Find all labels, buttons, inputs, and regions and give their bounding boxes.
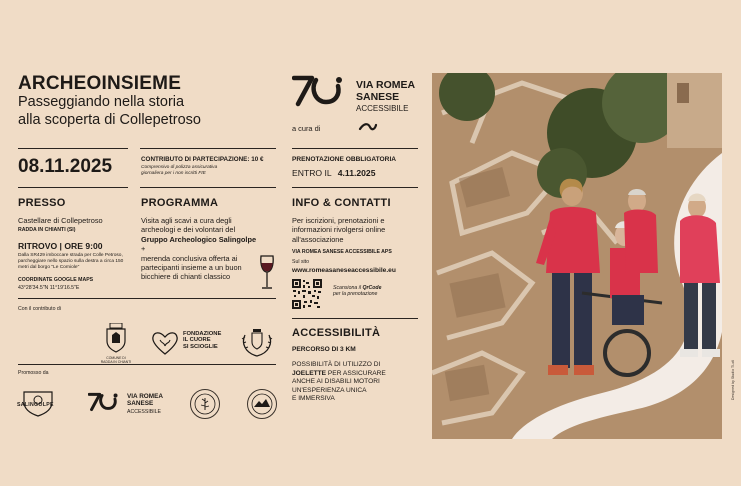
booking-deadline bbox=[292, 168, 375, 178]
note-line: giornaliera per i non iscritti FIE bbox=[141, 170, 206, 176]
contribution-label: CONTRIBUTO DI PARTECIPAZIONE: 10 € bbox=[141, 156, 264, 163]
vrs-small-tagline: ACCESSIBILE bbox=[127, 409, 162, 415]
contribution-note bbox=[141, 165, 217, 177]
association-name: VIA ROMEA SANESE ACCESSIBILE APS bbox=[292, 249, 392, 255]
divider bbox=[292, 187, 418, 188]
brand-tagline: ACCESSIBILE bbox=[356, 104, 409, 113]
text-line: UN'ESPERIENZA UNICA bbox=[292, 386, 367, 394]
event-title: ARCHEOINSIEME bbox=[18, 73, 182, 94]
landscape-seal-icon bbox=[247, 389, 277, 419]
info-heading: INFO & CONTATTI bbox=[292, 197, 391, 209]
divider bbox=[18, 187, 128, 188]
coords-value: 43°28'34.5"N 11°19'16.5"E bbox=[18, 285, 80, 291]
event-date: 08.11.2025 bbox=[18, 156, 113, 177]
plus-sign: + bbox=[141, 244, 146, 254]
wreath-crest-icon bbox=[239, 327, 275, 359]
presso-place: Castellare di Collepetroso bbox=[18, 216, 103, 225]
vrs-logo-icon bbox=[292, 74, 350, 108]
programma-text bbox=[141, 216, 261, 282]
vrs-line: VIA ROMEA bbox=[127, 393, 163, 400]
text-line: PER ASSICURARE bbox=[326, 369, 386, 377]
booking-label: PRENOTAZIONE OBBLIGATORIA bbox=[292, 156, 397, 163]
brand-line: VIA ROMEA bbox=[356, 79, 416, 91]
qr-code-icon[interactable] bbox=[292, 279, 322, 309]
meeting-time: RITROVO | ORE 9:00 bbox=[18, 241, 103, 251]
text-line: Per iscrizioni, prenotazioni e bbox=[292, 216, 385, 225]
coords-label: COORDINATE GOOGLE MAPS bbox=[18, 277, 94, 283]
note-line: parcheggiare nello spazio sulla destra a circa 150 bbox=[18, 258, 124, 264]
info-text bbox=[292, 216, 420, 244]
meeting-note bbox=[18, 253, 133, 270]
programma-heading: PROGRAMMA bbox=[141, 197, 219, 209]
qr-caption-bold: QrCode bbox=[362, 285, 382, 291]
text-line: all'associazione bbox=[292, 234, 344, 244]
fondazione-line: SI SCIOGLIE bbox=[183, 343, 218, 350]
accessibility-text bbox=[292, 361, 422, 404]
text-line: bicchiere di chianti classico bbox=[141, 272, 231, 282]
site-label: Sul sito bbox=[292, 259, 310, 265]
fondazione-name bbox=[183, 331, 221, 350]
joelette-label: JOELETTE bbox=[292, 369, 327, 377]
text-line: informazioni rivolgersi online bbox=[292, 225, 386, 235]
qr-caption bbox=[333, 285, 381, 298]
promoter-label: Promosso da bbox=[18, 370, 49, 376]
a-cura-di-label: a cura di bbox=[292, 124, 321, 133]
deadline-prefix: ENTRO IL bbox=[292, 168, 332, 178]
divider bbox=[140, 148, 276, 149]
text-line: archeologi e dei volontari del bbox=[141, 225, 236, 235]
vrs-small-logo-icon bbox=[88, 391, 122, 413]
note-line: Dalla SR429 imboccare strada per Colle Petroso, bbox=[18, 253, 123, 258]
divider bbox=[292, 148, 418, 149]
divider bbox=[140, 187, 276, 188]
brand-line: SANESE bbox=[356, 90, 400, 103]
text-line: merenda conclusiva offerta ai bbox=[141, 253, 238, 263]
note-line: metri dal borgo "Le Corniole" bbox=[18, 264, 80, 270]
route-distance: PERCORSO DI 3 KM bbox=[292, 346, 356, 353]
tree-seal-icon bbox=[190, 389, 220, 419]
comune-crest-icon bbox=[104, 323, 128, 359]
brand-name bbox=[356, 80, 415, 103]
text-line: POSSIBILITÀ DI UTILIZZO DI bbox=[292, 361, 381, 368]
deadline-date: 4.11.2025 bbox=[337, 168, 376, 178]
presso-heading: PRESSO bbox=[18, 197, 66, 209]
contributor-label: Con il contributo di bbox=[18, 306, 61, 312]
text-line: Visita agli scavi a cura degli bbox=[141, 216, 232, 225]
qr-caption-text: Scansiona il bbox=[333, 285, 361, 291]
note-line: Comprensivo di polizza assicurativa bbox=[141, 165, 218, 170]
divider bbox=[292, 318, 418, 319]
presso-town: RADDA IN CHIANTI (SI) bbox=[18, 227, 76, 233]
vrs-small-name bbox=[127, 393, 163, 407]
divider bbox=[18, 148, 128, 149]
group-name: Gruppo Archeologico Salingolpe bbox=[141, 234, 257, 244]
photo-credit: Designed by Studio Tl-x6 bbox=[731, 360, 735, 401]
subtitle-line: Passeggiando nella storia bbox=[18, 94, 185, 110]
accessibility-heading: ACCESSIBILITÀ bbox=[292, 327, 381, 339]
event-subtitle bbox=[18, 93, 268, 129]
text-line: partecipanti insieme a un buon bbox=[141, 263, 242, 273]
divider bbox=[18, 364, 276, 365]
comune-name: COMUNE DI RADDA IN CHIANTI bbox=[100, 356, 132, 364]
text-line: E IMMERSIVA bbox=[292, 395, 335, 403]
subtitle-line: alla scoperta di Collepetroso bbox=[18, 112, 201, 128]
event-photo bbox=[432, 73, 722, 439]
salingolpe-name: SALINGOLPE bbox=[17, 402, 54, 408]
vrs-line: SANESE bbox=[127, 400, 154, 407]
fondazione-line: FONDAZIONE bbox=[183, 331, 222, 337]
wave-icon bbox=[358, 120, 378, 132]
text-line: ANCHE AI DISABILI MOTORI bbox=[292, 378, 380, 386]
site-link[interactable]: www.romeasaneseaccessibile.eu bbox=[292, 267, 396, 274]
wine-glass-icon bbox=[258, 254, 276, 292]
divider bbox=[18, 298, 276, 299]
qr-caption-text: per la prenotazione bbox=[333, 291, 378, 298]
heart-logo-icon bbox=[151, 330, 179, 356]
fondazione-line: IL CUORE bbox=[183, 337, 211, 344]
